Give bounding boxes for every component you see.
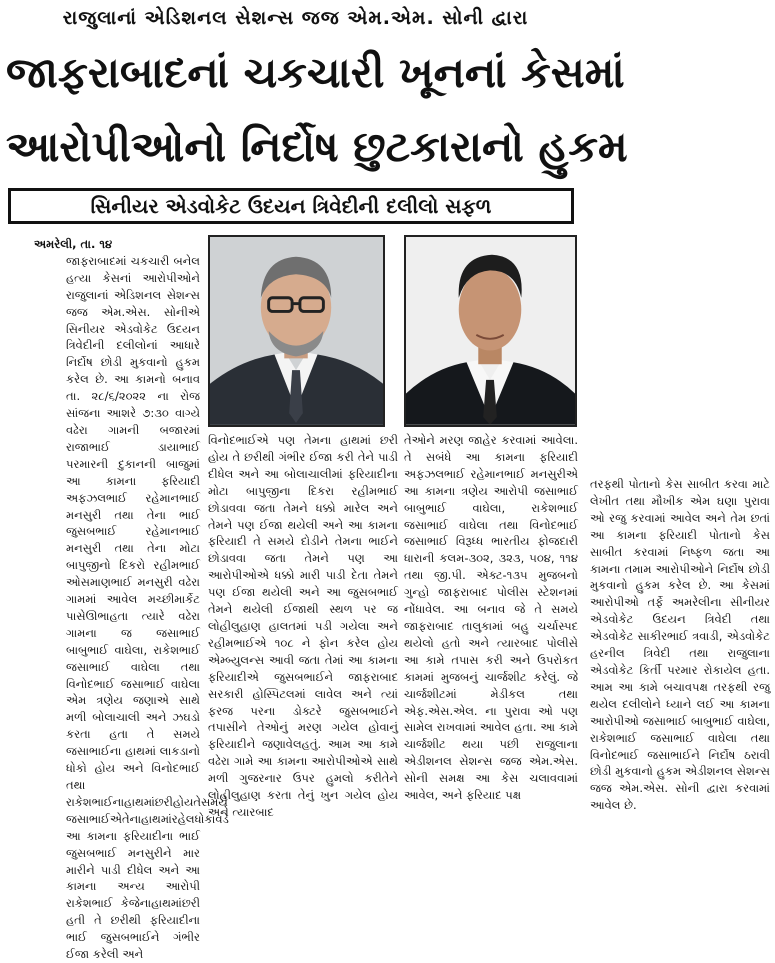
kicker-line: રાજુલાનાં એડિશનલ સેશન્સ જજ એમ.એમ. સોની દ્વારા: [62, 7, 529, 29]
dateline: અમરેલી, તા. ૧૪: [34, 237, 113, 251]
photo-advocate-1: [208, 235, 385, 427]
article-column-3: તેઓને મરણ જાહેર કરવામાં આવેલા. તે સબંધે આ કામના ફરિયાદી અફઝલભાઈ રહેમાનભાઈ મનસુરીએ આ કામના ત્રણેય આરોપી જસાભાઈ બાબુભાઈ વાઘેલા, રાકેશભાઈ જસાભાઈ વાઘેલા તથા વિનોદભાઈ જસાભાઈ વિરૂધ્ધ ભારતીય ફોજદારી ધારાની કલમ-૩૦૨, ૩૨૩, ૫૦૪, ૧૧૪ તથા જી.પી. એક્ટ-૧૩૫ મુજબનો ગુન્હો જાફરાબાદ પોલીસ સ્ટેશનમાં નોંધાવેલ. આ બનાવ જે તે સમયે જાફરાબાદ તાલુકામાં બહુ ચર્ચાસ્પદ થયેલો હતો અને ત્યારબાદ પોલીસે આ કામે તપાસ કરી અને ઉપરોકત કામમાં મુજબનું ચાર્જશીટ કરેલું. જે ચાર્જશીટમાં મેડીકલ તથા એફ.એસ.એલ. ના પુરાવા ઓ પણ સામેલ રાખવામાં આવેલ હતા. આ કામે ચાર્જશીટ થયા પછી રાજુલાના એડીશનલ સેશન્સ જજ એમ.એસ. સોની સમક્ષ આ કેસ ચલાવવામાં આવેલ, અને ફરિયાદ પક્ષ: [404, 433, 578, 803]
photo-advocate-2: [404, 235, 577, 427]
article-column-2: વિનોદભાઈએ પણ તેમના હાથમાં છરી હોય તે છરીથી ગંભીર ઈજા કરી તેને પાડી દીધેલ અને આ બોલાચાલીમાં ફરિયાદીના મોટા બાપુજીના દિકરા રહીમભાઈ છોડાવવા જતા તેમને ધક્કો મારેલ અને તેમને પણ ઈજા થયેલી અને આ કામના ફરિયાદી તે સમયે દોડીને તેમના ભાઈને છોડાવવા જતા તેમને પણ આ આરોપીઓએ ધક્કો મારી પાડી દેતા તેમને પણ ઈજા થયેલી અને આ જુસબભાઈ તેમને થયેલી ઈજાથી સ્થળ પર જ લોહીલુહાણ હાલતમાં પડી ગયેલા અને રહીમભાઈએ ૧૦૮ ને ફોન કરેલ હોય એમ્બ્યુલન્સ આવી જતા તેમાં આ કામના ફરિયાદીએ જુસબભાઈને જાફરાબાદ સરકારી હોસ્પિટલમાં લાવેલ અને ત્યાં ફરજ પરના ડોક્ટરે જુસબભાઈને તપાસીને તેઓનું મરણ ગયેલ હોવાનું ફરિયાદીને જણાવેલહતું. આમ આ કામે વઢેરા ગામે આ કામના આરોપીઓએ સાથે મળી ગુજરનાર ઉપર હુમલો કરીતેને લોહીલુહાણ કરતા તેનું ખુન ગયેલ હોય અને ત્યારબાદ: [208, 433, 398, 819]
article-column-4: તરફથી પોતાનો કેસ સાબીત કરવા માટે લેખીત તથા મૌખીક એમ ઘણા પુરાવા ઓ રજુ કરવામાં આવેલ અને તેમ છતાં આ કામના ફરિયાદી પોતાનો કેસ સાબીત કરવામાં નિષ્ફળ જતા આ કામના તમામ આરોપીઓને નિર્દોષ છોડી મુકવાનો હુકમ કરેલ છે. આ કેસમાં આરોપીઓ તર્ફે અમરેલીના સીનીયર એડવોકેટ ઉદયન ત્રિવેદી તથા એડવોકેટ સાકીરભાઈ ત્રવાડી, એડવોકેટ હરનીલ ત્રિવેદી તથા રાજુલાના એડવોકેટ કિર્તી પરમાર રોકાયેલ હતા. આમ આ કામે બચાવપક્ષ તરફથી રજુ થયેલ દલીલોને ધ્યાને લઈ આ કામના આરોપીઓ જસાભાઈ બાબુભાઈ વાઘેલા, રાકેશભાઈ જસાભાઈ વાઘેલા તથા વિનોદભાઈ જસાભાઈને નિર્દોષ ઠરાવી છોડી મુકવાનો હુકમ એડીશનલ સેશન્સ જજ એમ.એસ. સોની દ્વારા કરવામાં આવેલ છે.: [590, 477, 770, 813]
article-column-1: [34, 236, 229, 962]
column-1-text: જાફરાબાદમાં ચકચારી બનેલ હત્યા કેસનાં આરોપીઓને રાજુલાનાં એડિશનલ સેશન્સ જજ એમ.એસ. સોનીએ સિનીયર એડવોકેટ ઉદયન ત્રિવેદીની દલીલોનાં આધારે નિર્દોષ છોડી મુકવાનો હુકમ કરેલ છે. આ કામનો બનાવ તા. ૨૮/૬/૨૦૨૨ ના રોજ સાંજના આશરે ૭:૩૦ વાગ્યે વઢેરા ગામની બજારમાં રાજાભાઈ ડાયાભાઈ પરમારની દુકાનની બાજુમાં આ કામના ફરિયાદી અફઝલભાઈ રહેમાનભાઈ મનસુરી તથા તેના ભાઈ જુસબભાઈ રહેમાનભાઈ મનસુરી તથા તેના મોટા બાપુજીનો દિકરો રહીમભાઈ ઓસમાણભાઈ મનસુરી વઢેરા ગામમાં આવેલ મચ્છીમાર્કેટ પાસેઊભાહતા ત્યારે વઢેરા ગામના જ જસાભાઈ બાબુભાઈ વાઘેલા, રાકેશભાઈ જસાભાઈ વાઘેલા તથા વિનોદભાઈ જસાભાઈ વાઘેલા એમ ત્રણેય જણાએ સાથે મળી બોલાચાલી અને ઝઘડો કરતા હતા તે સમયે જસાભાઈના હાથમાં લાકડાનો ધોકો હોય અને વિનોદભાઈ તથા રાકેશભાઈનાહાથમાંછરીહોયતેસમયે જસાભાઈએતેનાહાથમાંરહેલધોકાવડે આ કામના ફરિયાદીના ભાઈ જુસબભાઈ મનસુરીને માર મારીને પાડી દીધેલ અને આ કામના અન્ય આરોપી રાકેશભાઈ કેજેનાહાથમાંછરી હતી તે છરીથી ફરિયાદીના ભાઈ જુસબભાઈને ગંભીર ઈજા કરેલી અને: [66, 253, 229, 962]
headline-line-1: જાફરાબાદનાં ચકચારી ખૂનનાં કેસમાં: [6, 48, 625, 97]
headline-line-2: આરોપીઓનો નિર્દોષ છુટકારાનો હુકમ: [6, 122, 628, 171]
subheadline-box: સિનીયર એડવોકેટ ઉદયન ત્રિવેદીની દલીલો સફળ: [8, 188, 574, 224]
portrait-man-glasses-icon: [210, 237, 383, 425]
portrait-young-man-icon: [406, 237, 575, 425]
